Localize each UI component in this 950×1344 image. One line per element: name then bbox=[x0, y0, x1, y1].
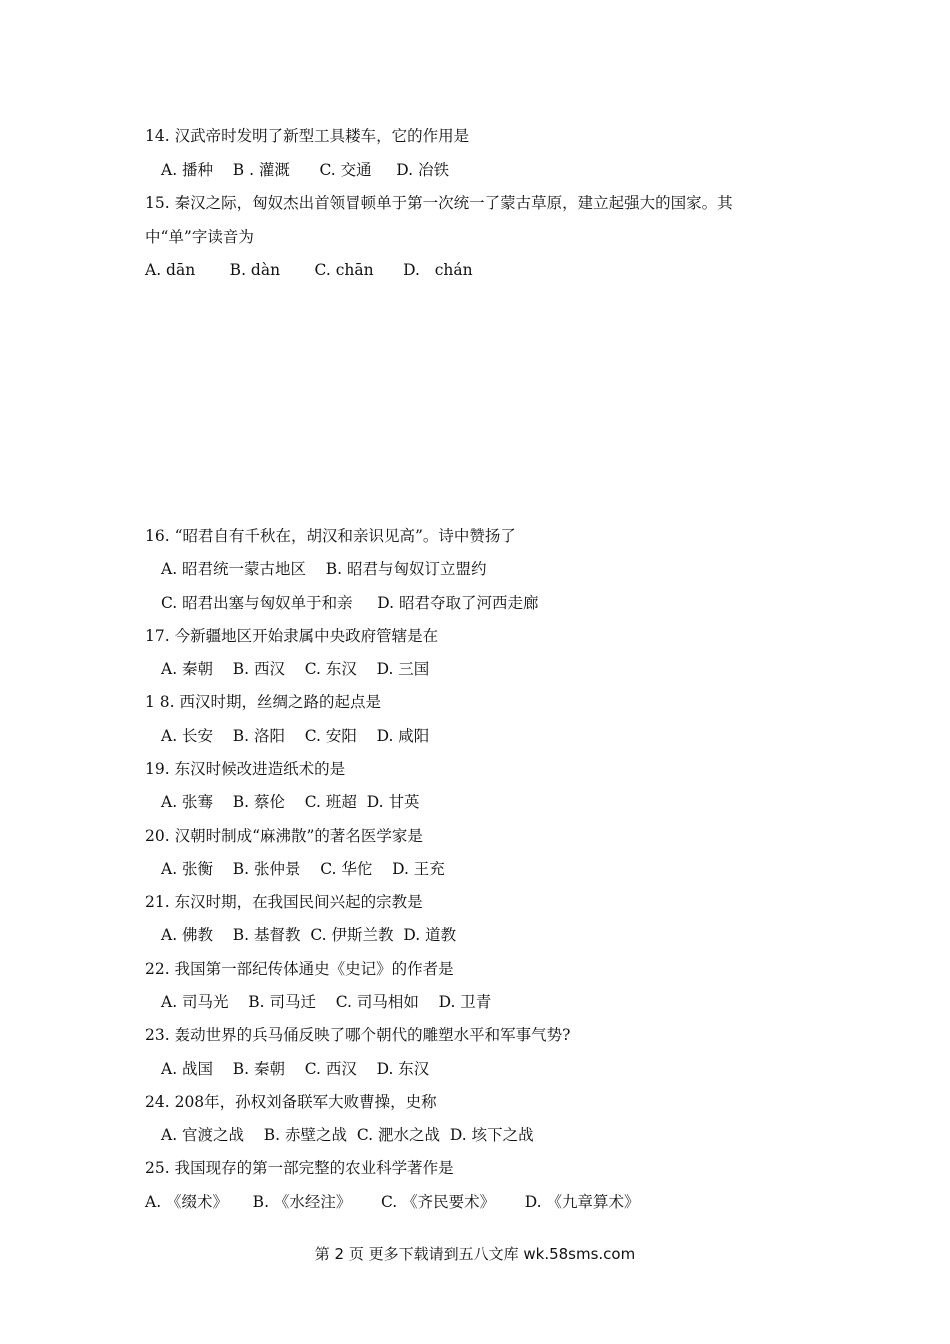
question-17-options: A. 秦朝 B. 西汉 C. 东汉 D. 三国 bbox=[161, 660, 430, 678]
question-21-stem: 21. 东汉时期，在我国民间兴起的宗教是 bbox=[145, 893, 423, 911]
question-19-options: A. 张骞 B. 蔡伦 C. 班超 D. 甘英 bbox=[161, 793, 420, 811]
question-23-options: A. 战国 B. 秦朝 C. 西汉 D. 东汉 bbox=[161, 1060, 430, 1078]
page-footer: 第 2 页 更多下载请到五八文库 wk.58sms.com bbox=[314, 1245, 636, 1263]
question-25-options: A. 《缀术》 B. 《水经注》 C. 《齐民要术》 D. 《九章算术》 bbox=[145, 1193, 640, 1211]
question-24-options: A. 官渡之战 B. 赤壁之战 C. 淝水之战 D. 垓下之战 bbox=[161, 1126, 534, 1144]
question-25-stem: 25. 我国现存的第一部完整的农业科学著作是 bbox=[145, 1159, 454, 1177]
question-16-options-continued: C. 昭君出塞与匈奴单于和亲 D. 昭君夺取了河西走廊 bbox=[161, 594, 539, 612]
question-15-options: A. dān B. dàn C. chān D. chán bbox=[145, 261, 473, 279]
question-15-stem: 15. 秦汉之际，匈奴杰出首领冒顿单于第一次统一了蒙古草原，建立起强大的国家。其 bbox=[145, 194, 733, 212]
question-19-stem: 19. 东汉时候改进造纸术的是 bbox=[145, 760, 346, 778]
question-16-options: A. 昭君统一蒙古地区 B. 昭君与匈奴订立盟约 bbox=[161, 560, 487, 578]
question-17-stem: 17. 今新疆地区开始隶属中央政府管辖是在 bbox=[145, 627, 439, 645]
question-14-stem: 14. 汉武帝时发明了新型工具耧车，它的作用是 bbox=[145, 127, 470, 145]
question-15-stem-continued: 中“单”字读音为 bbox=[145, 228, 254, 246]
question-20-stem: 20. 汉朝时制成“麻沸散”的著名医学家是 bbox=[145, 827, 423, 845]
question-23-stem: 23. 轰动世界的兵马俑反映了哪个朝代的雕塑水平和军事气势? bbox=[145, 1026, 571, 1044]
question-21-options: A. 佛教 B. 基督教 C. 伊斯兰教 D. 道教 bbox=[161, 926, 457, 944]
question-22-stem: 22. 我国第一部纪传体通史《史记》的作者是 bbox=[145, 960, 454, 978]
question-18-stem: 1 8. 西汉时期，丝绸之路的起点是 bbox=[145, 693, 382, 711]
question-18-options: A. 长安 B. 洛阳 C. 安阳 D. 咸阳 bbox=[161, 727, 430, 745]
question-16-stem: 16. “昭君自有千秋在，胡汉和亲识见高”。诗中赞扬了 bbox=[145, 527, 516, 545]
question-20-options: A. 张衡 B. 张仲景 C. 华佗 D. 王充 bbox=[161, 860, 445, 878]
question-22-options: A. 司马光 B. 司马迁 C. 司马相如 D. 卫青 bbox=[161, 993, 492, 1011]
question-14-options: A. 播种 B . 灌溉 C. 交通 D. 冶铁 bbox=[161, 161, 450, 179]
question-24-stem: 24. 208年，孙权刘备联军大败曹操，史称 bbox=[145, 1093, 437, 1111]
